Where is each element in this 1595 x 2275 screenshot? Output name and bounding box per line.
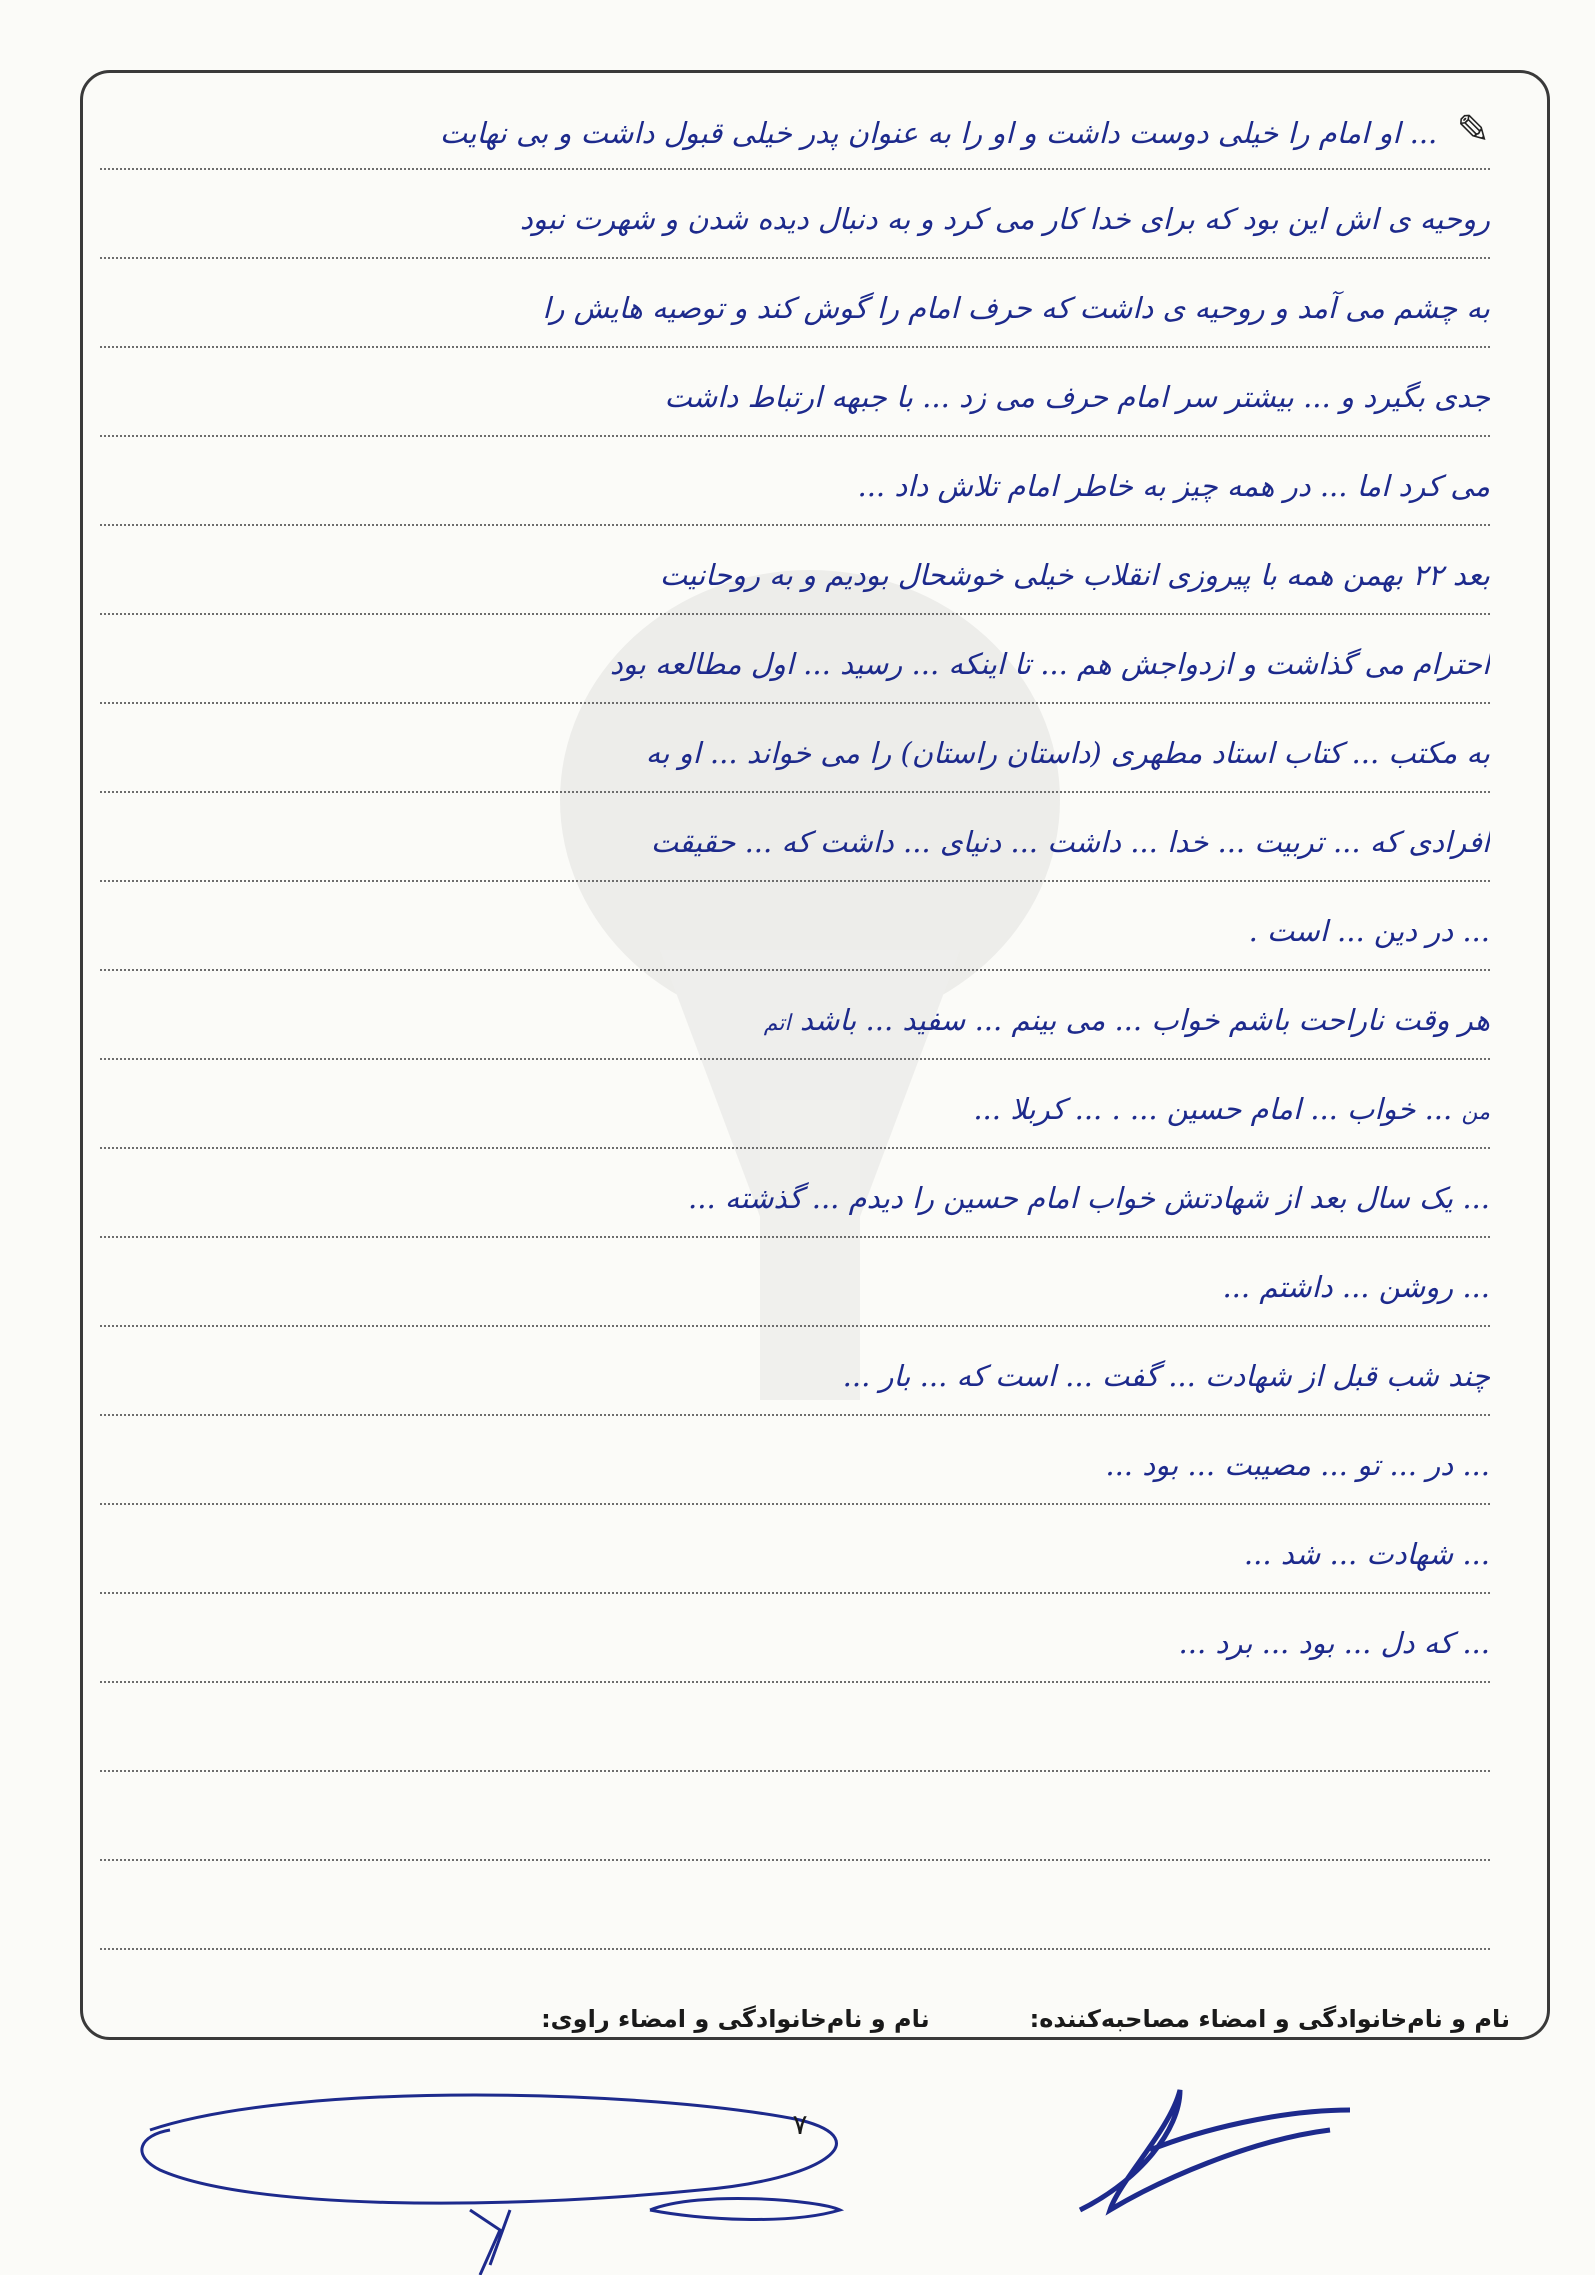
interviewer-label: نام و نام‌خانوادگی و امضاء مصاحبه‌کننده:	[1029, 2005, 1510, 2033]
handwritten-line: ... یک سال بعد از شهادتش خواب امام حسین را دیدم ... گذشته ...	[688, 1181, 1490, 1215]
handwritten-line: به چشم می آمد و روحیه ی داشت که حرف امام را گوش کند و توصیه هایش را	[542, 291, 1490, 325]
handwritten-line-text: ... او امام را خیلی دوست داشت و او را به عنوان پدر خیلی قبول داشت و بی نهایت	[439, 116, 1438, 150]
handwritten-line: روحیه ی اش این بود که برای خدا کار می کرد و به دنبال دیده شدن و شهرت نبود	[519, 202, 1490, 236]
ruled-line	[100, 1948, 1490, 1950]
handwritten-line	[110, 90, 1490, 179]
page-number: ۷	[792, 2108, 808, 2141]
handwritten-line: ... روشن ... داشتم ...	[1222, 1270, 1490, 1304]
handwritten-line: بعد ۲۲ بهمن همه با پیروزی انقلاب خیلی خوشحال بودیم و به روحانیت	[659, 558, 1490, 592]
handwritten-line-text: ... خواب ... امام حسین ... . ... کربلا ...	[973, 1092, 1453, 1126]
ruled-line	[100, 1770, 1490, 1772]
handwritten-note: اتم	[763, 1011, 791, 1036]
handwritten-line: چند شب قبل از شهادت ... گفت ... است که ... بار ...	[842, 1359, 1490, 1393]
narrator-signature	[142, 2095, 840, 2275]
handwritten-note: من	[1461, 1100, 1490, 1125]
handwritten-line: افرادی که ... تربیت ... خدا ... داشت ... دنیای ... داشت که ... حقیقت	[650, 825, 1490, 859]
narrator-label: نام و نام‌خانوادگی و امضاء راوی:	[541, 2005, 930, 2033]
handwritten-line-text: هر وقت ناراحت باشم خواب ... می بینم ... سفید ... باشد	[799, 1003, 1490, 1037]
handwritten-line: ... در دین ... است .	[1248, 914, 1490, 948]
handwritten-line: ... شهادت ... شد ...	[1243, 1537, 1490, 1571]
handwritten-line: به مکتب ... کتاب استاد مطهری (داستان راستان) را می خواند ... او به	[645, 736, 1490, 770]
handwritten-text	[110, 90, 1490, 1692]
handwritten-line	[110, 980, 1490, 1069]
signature-labels	[110, 2005, 1510, 2033]
handwritten-line: ... در ... تو ... مصیبت ... بود ...	[1105, 1448, 1490, 1482]
pencil-icon: ✎	[1456, 107, 1490, 153]
handwritten-line: می کرد اما ... در همه چیز به خاطر امام تلاش داد ...	[857, 469, 1490, 503]
handwritten-line: جدی بگیرد و ... بیشتر سر امام حرف می زد ... با جبهه ارتباط داشت	[664, 380, 1490, 414]
handwritten-line	[110, 1069, 1490, 1158]
ruled-line	[100, 1859, 1490, 1861]
handwritten-line: ... که دل ... بود ... برد ...	[1178, 1626, 1490, 1660]
signatures	[0, 2060, 1595, 2275]
handwritten-line: احترام می گذاشت و ازدواجش هم ... تا اینکه ... رسید ... اول مطالعه بود	[609, 647, 1490, 681]
interviewer-signature	[1080, 2090, 1350, 2210]
